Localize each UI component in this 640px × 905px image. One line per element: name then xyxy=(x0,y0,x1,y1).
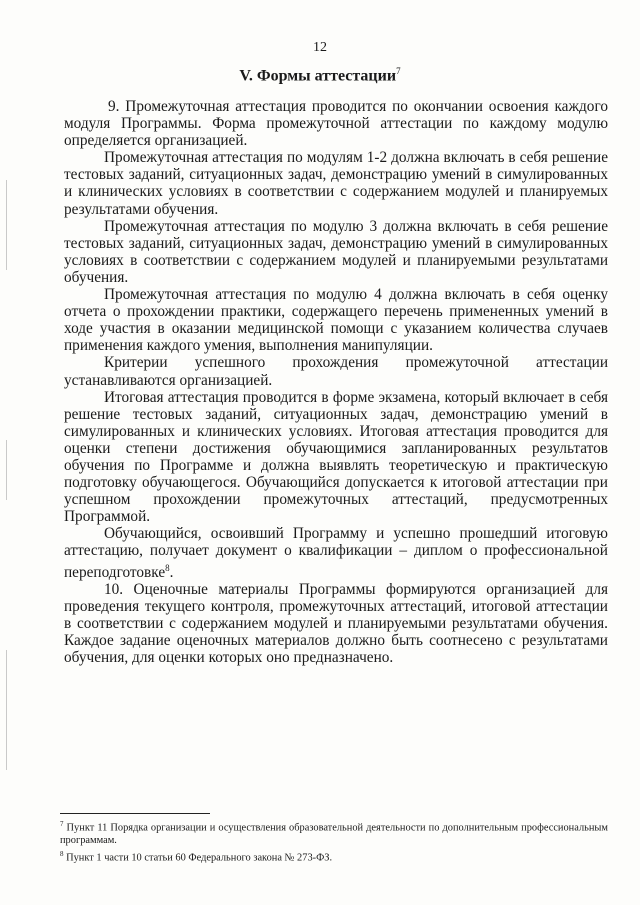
page-number: 12 xyxy=(313,40,327,55)
paragraph-item-9: 9. Промежуточная аттестация проводится по окончании освоения каждого модуля Программы. Форма промежуточной аттестации по каждому модулю определяется организацией. xyxy=(64,98,608,150)
footnote-mark: 7 xyxy=(60,820,64,828)
footnote-8 xyxy=(60,848,608,865)
paragraph-modules-1-2: Промежуточная аттестация по модулям 1-2 должна включать в себя решение тестовых заданий, ситуационных задач, демонстрацию умений в симулированных и клинических условиях в соответствии с содержанием модулей и планируемых результатами обучения. xyxy=(64,149,608,218)
scan-edge-mark xyxy=(6,180,7,270)
paragraph-diploma-tail: . xyxy=(169,563,174,581)
footnote-text: Пункт 11 Порядка организации и осуществления образовательной деятельности по дополнительным профессиональным программам. xyxy=(60,822,608,847)
section-title xyxy=(0,66,640,85)
footnote-ref: 8 xyxy=(165,562,170,573)
paragraph-module-4: Промежуточная аттестация по модулю 4 должна включать в себя оценку отчета о прохождении практики, содержащего перечень примененных умений в ходе участия в оказании медицинской помощи с указанием количества случаев применения каждого умения, выполнения манипуляции. xyxy=(64,286,608,355)
footnote-mark: 8 xyxy=(60,849,64,858)
footnote-divider xyxy=(60,813,210,814)
paragraph-final-attestation: Итоговая аттестация проводится в форме экзамена, который включает в себя решение тестовых заданий, ситуационных задач, демонстрацию умений в симулированных и клинических условиях. Итоговая аттестация проводится для оценки степени достижения обучающимися запланированных результатов обучения по Программе и должна выявлять теоретическую и практическую подготовку обучающегося. Обучающийся допускается к итоговой аттестации при успешном прохождении промежуточных аттестаций, предусмотренных Программой. xyxy=(64,388,608,526)
paragraph-criteria: Критерии успешного прохождения промежуточной аттестации устанавливаются организацией. xyxy=(64,354,608,389)
paragraph-diploma-text: Обучающийся, освоивший Программу и успешно прошедший итоговую аттестацию, получает документ о квалификации – диплом о профессиональной переподготовке xyxy=(64,525,608,581)
scan-edge-mark xyxy=(6,440,7,500)
section-title-text: V. Формы аттестации xyxy=(239,67,397,85)
paragraph-module-3: Промежуточная аттестация по модулю 3 должна включать в себя решение тестовых заданий, ситуационных задач, демонстрацию умений в симулированных условиях в соответствии с содержанием модулей и планируемыми результатами обучения. xyxy=(64,217,608,286)
scan-edge-mark xyxy=(6,650,7,770)
footnotes xyxy=(60,818,608,865)
paragraph-item-10: 10. Оценочные материалы Программы формируются организацией для проведения текущего контроля, промежуточных аттестаций, итоговой аттестации в соответствии с содержанием модулей и планируемыми результатами обучения. Каждое задание оценочных материалов должно быть соотнесено с результатами обучения, для оценки которых оно предназначено. xyxy=(64,580,608,667)
document-body xyxy=(64,98,608,666)
footnote-ref: 7 xyxy=(396,66,401,76)
paragraph-diploma xyxy=(64,525,608,580)
footnote-text: Пункт 1 части 10 статьи 60 Федерального закона № 273-ФЗ. xyxy=(63,852,333,864)
footnote-7 xyxy=(60,818,608,848)
